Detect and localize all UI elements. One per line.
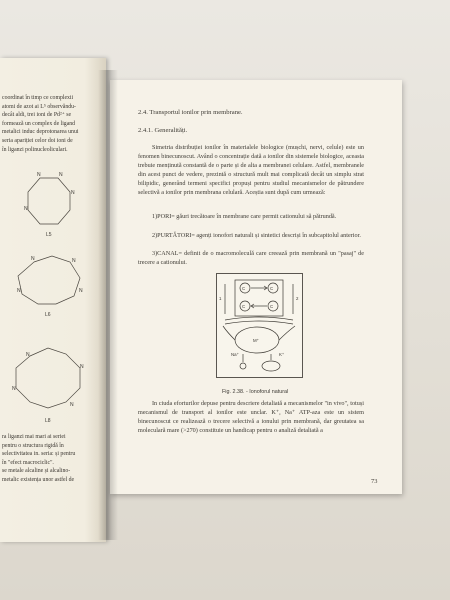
svg-text:N: N bbox=[31, 256, 35, 262]
macrocycle-ring-1 bbox=[28, 178, 70, 224]
list-item-canal: 3)CANAL= definit de o macromoleculă care creează prin membrană un "pasaj" de trecere a cationului. bbox=[138, 250, 364, 266]
svg-text:1: 1 bbox=[219, 296, 222, 301]
figure-caption: Fig. 2.38. - Ionoforul natural bbox=[222, 389, 289, 395]
svg-text:N: N bbox=[80, 364, 84, 370]
text-line: în liganzi polinucleoliculari. bbox=[2, 146, 68, 153]
page-number: 73 bbox=[371, 478, 378, 485]
svg-text:C: C bbox=[242, 286, 246, 291]
svg-text:C: C bbox=[270, 286, 274, 291]
svg-text:N: N bbox=[37, 172, 41, 178]
paragraph-transport: In ciuda eforturilor depuse pentru descriere detaliată a mecanismelor "in vivo", totuși mecanismul de transport al ionilor este unclar. K⁺, Na⁺ ATP-aza este un sistem binecunoscut ce realizează o trecere selectivă a ionului prin membrană, dar greutatea sa moleculară mare (>270) constituie un handicap pentru o analiză detaliată a bbox=[138, 400, 364, 434]
left-page bbox=[0, 58, 106, 542]
left-page-top-text bbox=[2, 94, 102, 154]
svg-text:N: N bbox=[79, 288, 83, 294]
svg-text:C: C bbox=[270, 304, 274, 309]
ionophore-diagram bbox=[217, 274, 302, 377]
text-line: selectivitatea in. seria: și pentru bbox=[2, 451, 76, 458]
text-line: pentru o structura rigidă în bbox=[2, 442, 64, 449]
svg-text:2: 2 bbox=[296, 296, 299, 301]
svg-text:C: C bbox=[242, 304, 246, 309]
section-heading: 2.4. Transportul ionilor prin membrane. bbox=[138, 109, 243, 116]
text-line: se metale alcaline și alcalino- bbox=[2, 468, 71, 475]
text-line: în "efect macrociclic". bbox=[2, 459, 54, 466]
svg-text:N: N bbox=[26, 352, 30, 358]
text-line: metalic existența unor astfel de bbox=[2, 476, 75, 483]
macrocycle-structures bbox=[0, 170, 106, 430]
text-line: ra liganzi mai mari ai seriei bbox=[2, 434, 66, 440]
ionophore-figure bbox=[216, 273, 303, 378]
text-line: formează un complex de ligand bbox=[2, 120, 76, 127]
ring-label-l5: L5 bbox=[46, 232, 52, 238]
svg-text:Na⁺: Na⁺ bbox=[231, 352, 239, 357]
ring-label-l8: L8 bbox=[45, 418, 51, 424]
svg-text:N: N bbox=[17, 288, 21, 294]
list-item-pori: 1)PORI= găuri trecătoare în membrane care permit cationului să pătrundă. bbox=[152, 213, 337, 220]
text-line: decât aldi, trei ioni de Pd²⁺ se bbox=[2, 112, 72, 119]
svg-text:N: N bbox=[59, 172, 63, 178]
svg-text:N: N bbox=[12, 386, 16, 392]
paragraph-intro: Simetria distribuției ionilor în materialele biologice (mușchi, nervi, celule) este un fenomen binecunoscut. Având o concentrație dată a ionilor din sistemele biologice, aceasta trebuie menținută constantă de o parte și de alta a membranei celulare. Astfel, membranele din acest punct de vedere, prezintă o structură mult mai complicată decât un simplu strat bilipidic, generând termeni specifici propuși pentru studiul mecanismelor de pătrundere selectivă a ionilor prin membrana celulară. Aceștia sunt după cum urmează: bbox=[138, 144, 364, 196]
text-line: atomi de azot ai L⁵ observăndu- bbox=[2, 103, 76, 110]
text-line: metalici induc deprotonarea unui bbox=[2, 129, 79, 136]
svg-text:N: N bbox=[71, 190, 75, 196]
text-line: coordinat în timp ce complexii bbox=[2, 95, 74, 101]
book-gutter-shadow bbox=[98, 70, 118, 540]
text-line: seria apariției celor doi ioni de bbox=[2, 137, 73, 144]
subsection-heading: 2.4.1. Generalități. bbox=[138, 127, 188, 134]
svg-text:K⁺: K⁺ bbox=[279, 352, 285, 357]
svg-text:N: N bbox=[70, 402, 74, 408]
macrocycle-ring-2 bbox=[18, 256, 80, 304]
svg-text:N: N bbox=[72, 258, 76, 264]
ring-label-l6: L6 bbox=[45, 312, 51, 318]
list-item-purtatori: 2)PURTĂTORI= agenți ionofori naturali și sintetici descriși în subcapitolul anterior. bbox=[152, 232, 361, 239]
svg-text:M⁺: M⁺ bbox=[253, 338, 259, 343]
left-page-bottom-text bbox=[2, 433, 102, 485]
svg-text:N: N bbox=[24, 206, 28, 212]
